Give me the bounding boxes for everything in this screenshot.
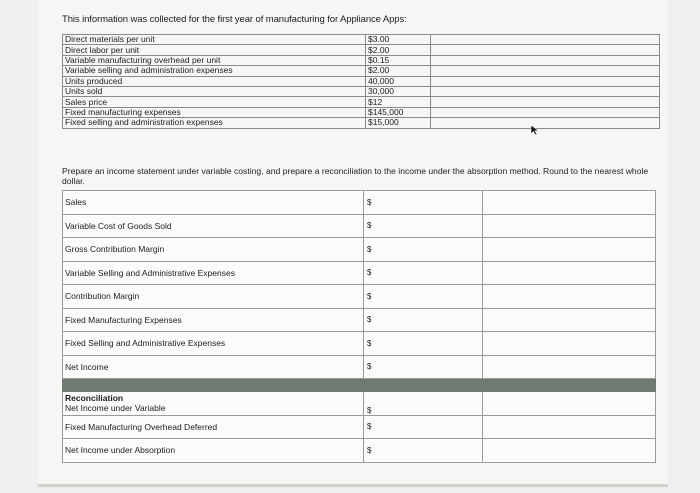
row-label: Gross Contribution Margin: [63, 238, 364, 262]
table-row: [63, 107, 660, 117]
given-value: 30,000: [366, 86, 431, 96]
given-value: $12: [366, 97, 431, 107]
given-label: Direct labor per unit: [63, 45, 366, 55]
row-label: Sales: [63, 191, 364, 215]
given-data-table: [62, 34, 660, 129]
currency-symbol: $: [364, 415, 483, 439]
answer-input[interactable]: [483, 214, 656, 238]
table-row: [63, 238, 656, 262]
given-spacer: [431, 107, 660, 117]
given-label: Variable manufacturing overhead per unit: [63, 55, 366, 65]
answer-input[interactable]: [483, 439, 656, 463]
table-row: [63, 439, 656, 463]
row-label: Fixed Manufacturing Overhead Deferred: [63, 415, 364, 439]
table-row: [63, 308, 656, 332]
table-row: [63, 55, 660, 65]
reconciliation-label: [63, 392, 364, 416]
answer-input[interactable]: [483, 261, 656, 285]
given-value: $2.00: [366, 45, 431, 55]
table-row: [63, 285, 656, 309]
row-label: Fixed Manufacturing Expenses: [63, 308, 364, 332]
table-row: [63, 355, 656, 379]
row-label: Net Income: [63, 355, 364, 379]
given-spacer: [431, 118, 660, 128]
answer-input[interactable]: [483, 238, 656, 262]
answer-input[interactable]: [483, 285, 656, 309]
answer-input[interactable]: [483, 332, 656, 356]
answer-input[interactable]: [483, 191, 656, 215]
table-row: [63, 392, 656, 416]
given-value: $0.15: [366, 55, 431, 65]
given-value: $145,000: [366, 107, 431, 117]
instructions-text: Prepare an income statement under variable costing, and prepare a reconciliation to the income under the absorption method. Round to the nearest whole dollar.: [62, 166, 649, 186]
currency-symbol: $: [364, 238, 483, 262]
table-row: [63, 86, 660, 96]
currency-symbol: $: [364, 285, 483, 309]
currency-symbol: $: [364, 308, 483, 332]
answer-input[interactable]: [483, 355, 656, 379]
section-divider: [63, 379, 656, 392]
currency-symbol: $: [364, 355, 483, 379]
row-label: Contribution Margin: [63, 285, 364, 309]
given-spacer: [431, 66, 660, 76]
given-label: Fixed manufacturing expenses: [63, 107, 366, 117]
table-row: [63, 191, 656, 215]
intro-text: This information was collected for the first year of manufacturing for Appliance Apps:: [62, 14, 407, 25]
answer-input[interactable]: [483, 392, 656, 416]
row-label: Variable Cost of Goods Sold: [63, 214, 364, 238]
row-label: Fixed Selling and Administrative Expenses: [63, 332, 364, 356]
given-spacer: [431, 97, 660, 107]
given-label: Sales price: [63, 97, 366, 107]
table-row: [63, 45, 660, 55]
table-row: [63, 415, 656, 439]
given-value: 40,000: [366, 76, 431, 86]
currency-symbol: $: [364, 392, 483, 416]
table-row: [63, 332, 656, 356]
given-label: Units sold: [63, 86, 366, 96]
answer-input[interactable]: [483, 415, 656, 439]
given-spacer: [431, 45, 660, 55]
given-label: Variable selling and administration expenses: [63, 66, 366, 76]
mouse-cursor-icon: [530, 124, 540, 136]
row-label: Variable Selling and Administrative Expenses: [63, 261, 364, 285]
currency-symbol: $: [364, 214, 483, 238]
given-spacer: [431, 76, 660, 86]
given-label: Direct materials per unit: [63, 35, 366, 45]
table-row: [63, 261, 656, 285]
given-spacer: [431, 55, 660, 65]
given-value: $15,000: [366, 118, 431, 128]
currency-symbol: $: [364, 439, 483, 463]
given-spacer: [431, 35, 660, 45]
row-label: Net Income under Variable: [65, 403, 166, 414]
currency-symbol: $: [364, 332, 483, 356]
given-value: $3.00: [366, 35, 431, 45]
income-statement-table: [62, 190, 656, 463]
row-label: Net Income under Absorption: [63, 439, 364, 463]
table-row: [63, 118, 660, 128]
given-spacer: [431, 86, 660, 96]
answer-input[interactable]: [483, 308, 656, 332]
given-value: $2.00: [366, 66, 431, 76]
currency-symbol: $: [364, 191, 483, 215]
table-row: [63, 97, 660, 107]
table-row: [63, 66, 660, 76]
given-label: Units produced: [63, 76, 366, 86]
table-row: [63, 76, 660, 86]
currency-symbol: $: [364, 261, 483, 285]
table-row: [63, 35, 660, 45]
given-label: Fixed selling and administration expenses: [63, 118, 366, 128]
reconciliation-heading: Reconciliation: [65, 393, 124, 404]
page-bottom-edge: [38, 484, 668, 487]
table-row: [63, 214, 656, 238]
